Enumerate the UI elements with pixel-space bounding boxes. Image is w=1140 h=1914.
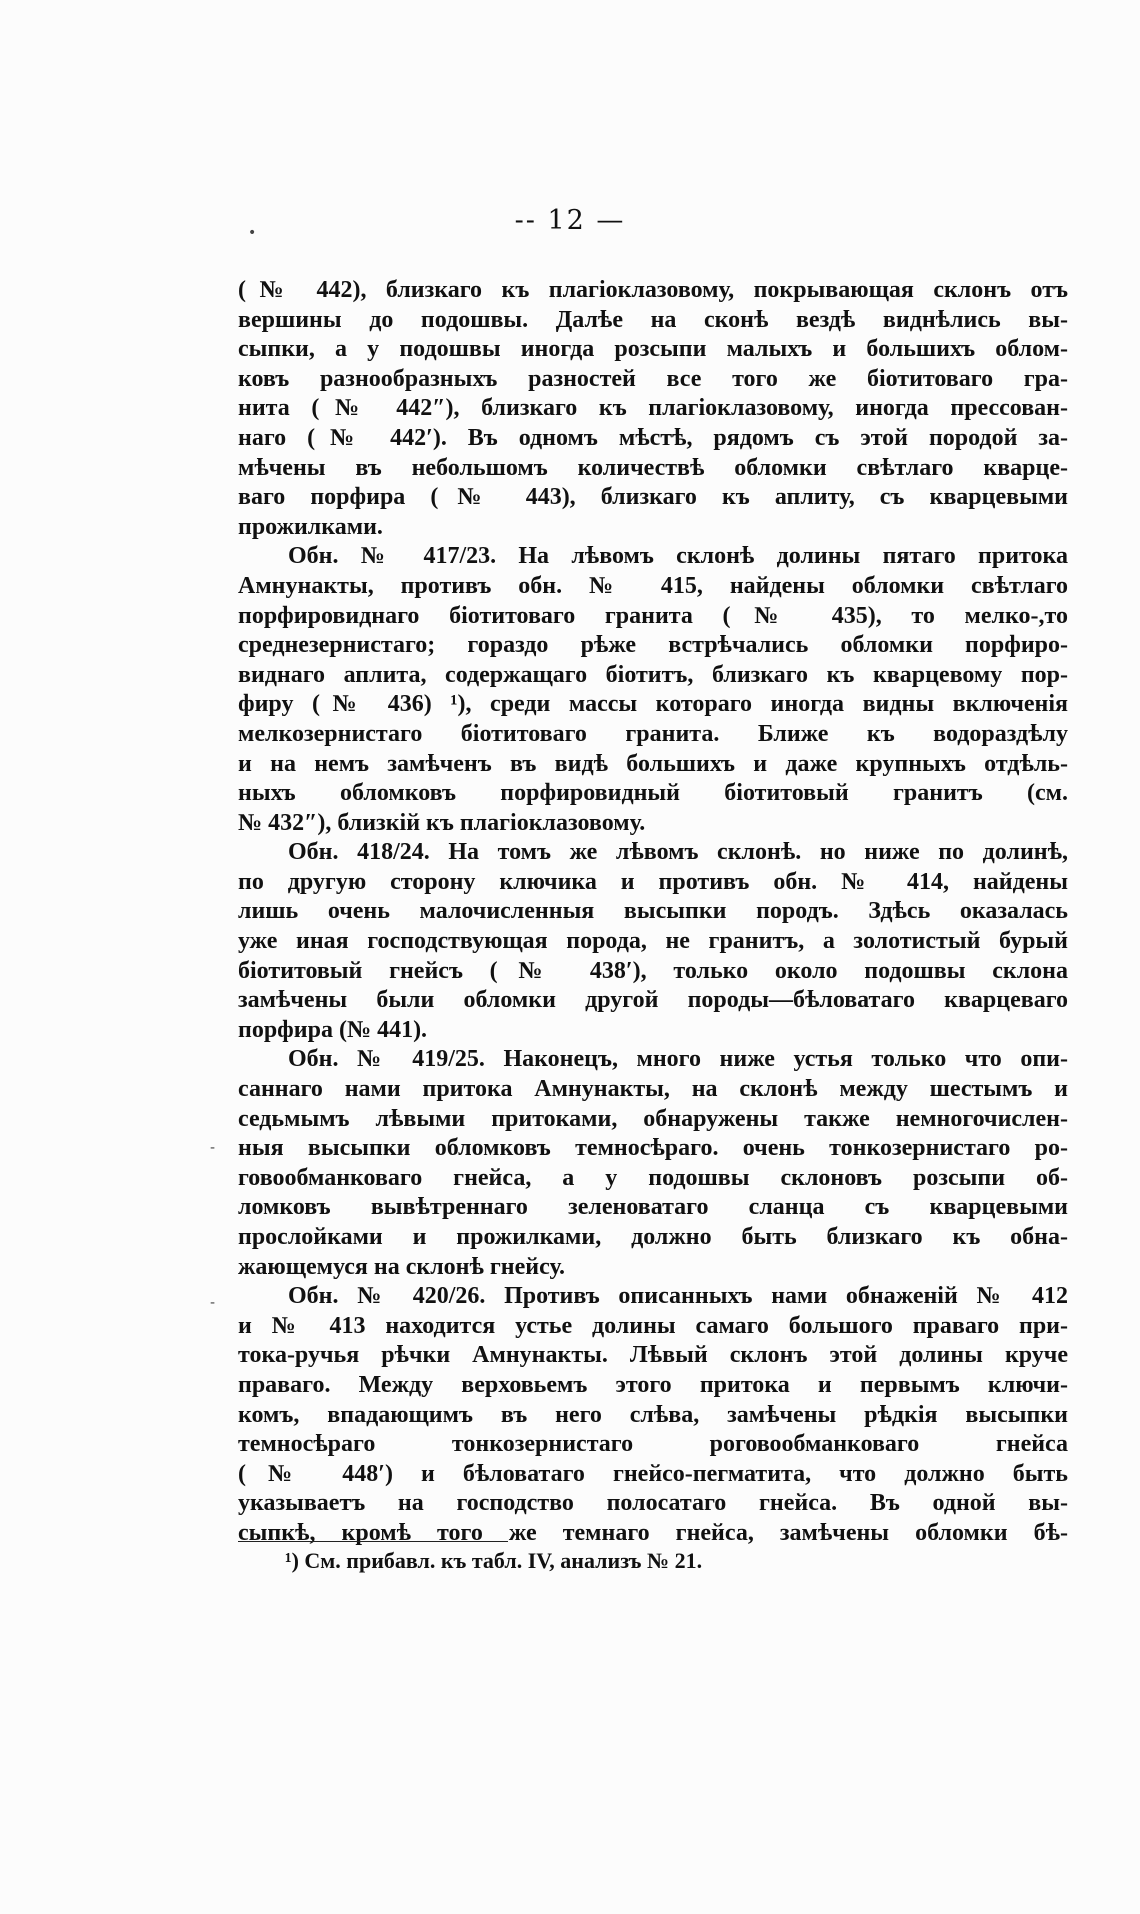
text-line: мѣчены въ небольшомъ количествѣ обломки свѣтлаго кварце- xyxy=(238,454,1068,481)
text-line: вершины до подошвы. Далѣе на сконѣ вездѣ виднѣлись вы- xyxy=(238,306,1068,333)
text-line: тока-ручья рѣчки Амнунакты. Лѣвый склонъ этой долины круче xyxy=(238,1342,1068,1369)
text-line: жающемуся на склонѣ гнейсу. xyxy=(238,1253,566,1280)
text-line: замѣчены были обломки другой породы—бѣловатаго кварцеваго xyxy=(238,987,1068,1014)
text-line: праваго. Между верховьемъ этого притока и первымъ ключи- xyxy=(238,1371,1068,1398)
text-line: ковъ разнообразныхъ разностей все того же біотитоваго гра- xyxy=(238,365,1068,392)
text-line: Обн. № 420/26. Противъ описанныхъ нами обнаженій № 412 xyxy=(288,1283,1068,1310)
text-line: ломковъ вывѣтреннаго зеленоватаго сланца съ кварцевыми xyxy=(238,1194,1068,1221)
text-line: указываетъ на господство полосатаго гнейса. Въ одной вы- xyxy=(238,1490,1068,1517)
text-line: фиру (№ 436) ¹), среди массы котораго иногда видны включенія xyxy=(238,691,1068,718)
text-line: темносѣраго тонкозернистаго роговообманковаго гнейса xyxy=(238,1431,1068,1458)
stray-mark: - xyxy=(210,1295,216,1311)
text-line: ныхъ обломковъ порфировидный біотитовый гранитъ (см. xyxy=(238,780,1068,807)
text-line: виднаго аплита, содержащаго біотитъ, близкаго къ кварцевому пор- xyxy=(238,661,1068,688)
page-number: -- 12 — xyxy=(514,205,626,236)
text-line: среднезернистаго; гораздо рѣже встрѣчались обломки порфиро- xyxy=(238,632,1068,659)
text-line: наго (№ 442′). Въ одномъ мѣстѣ, рядомъ съ этой породой за- xyxy=(238,424,1068,451)
text-line: ныя высыпки обломковъ темносѣраго. очень тонкозернистаго ро- xyxy=(238,1135,1068,1162)
text-line: лишь очень малочисленныя высыпки породъ. Здѣсь оказалась xyxy=(238,898,1068,925)
text-line: саннаго нами притока Амнунакты, на склонѣ между шестымъ и xyxy=(238,1076,1068,1103)
text-line: Обн. № 419/25. Наконецъ, много ниже устья только что опи- xyxy=(288,1046,1068,1073)
footnote: ¹) См. прибавл. къ табл. IV, анализъ № 21. xyxy=(285,1548,703,1573)
text-line: Амнунакты, противъ обн. № 415, найдены обломки свѣтлаго xyxy=(238,572,1068,599)
text-line: ваго порфира (№ 443), близкаго къ аплиту, съ кварцевыми xyxy=(238,484,1068,511)
text-line: по другую сторону ключика и противъ обн. № 414, найдены xyxy=(238,868,1068,895)
text-line: Обн. № 417/23. На лѣвомъ склонѣ долины пятаго притока xyxy=(288,543,1068,570)
text-line: уже иная господствующая порода, не гранитъ, а золотистый бурый xyxy=(238,928,1068,955)
text-line: говообманковаго гнейса, а у подошвы склоновъ розсыпи об- xyxy=(238,1164,1068,1191)
text-line: (№ 442), близкаго къ плагіоклазовому, покрывающая склонъ отъ xyxy=(238,277,1068,303)
text-line: сыпки, а у подошвы иногда розсыпи малыхъ и большихъ облом- xyxy=(238,336,1068,363)
text-line: нита (№ 442″), близкаго къ плагіоклазовому, иногда прессован- xyxy=(238,395,1068,422)
text-line: прослойками и прожилками, должно быть близкаго къ обна- xyxy=(238,1224,1068,1250)
text-line: сыпкѣ, кромѣ того же темнаго гнейса, замѣчены обломки бѣ- xyxy=(238,1519,1068,1546)
text-line: (№ 448′) и бѣловатаго гнейсо-пегматита, что должно быть xyxy=(238,1460,1068,1487)
stray-mark: - xyxy=(210,1140,216,1156)
text-line: комъ, впадающимъ въ него слѣва, замѣчены рѣдкія высыпки xyxy=(238,1401,1068,1428)
footnote-divider xyxy=(238,1541,508,1542)
text-line: и на немъ замѣченъ въ видѣ большихъ и даже крупныхъ отдѣль- xyxy=(238,750,1068,777)
stray-mark: • xyxy=(248,225,257,241)
body-text xyxy=(238,276,1068,1549)
text-line: Обн. 418/24. На томъ же лѣвомъ склонѣ. но ниже по долинѣ, xyxy=(288,839,1068,866)
text-line: мелкозернистаго біотитоваго гранита. Ближе къ водораздѣлу xyxy=(238,720,1068,747)
text-line: порфировиднаго біотитоваго гранита (№ 435), то мелко-,то xyxy=(238,602,1068,629)
text-line: № 432″), близкій къ плагіоклазовому. xyxy=(238,809,646,836)
text-line: прожилками. xyxy=(238,513,383,540)
text-line: и № 413 находится устье долины самаго большого праваго при- xyxy=(238,1312,1068,1339)
text-line: порфира (№ 441). xyxy=(238,1016,428,1043)
text-line: седьмымъ лѣвыми притоками, обнаружены также немногочислен- xyxy=(238,1105,1068,1132)
text-line: біотитовый гнейсъ (№ 438′), только около подошвы склона xyxy=(238,957,1068,984)
